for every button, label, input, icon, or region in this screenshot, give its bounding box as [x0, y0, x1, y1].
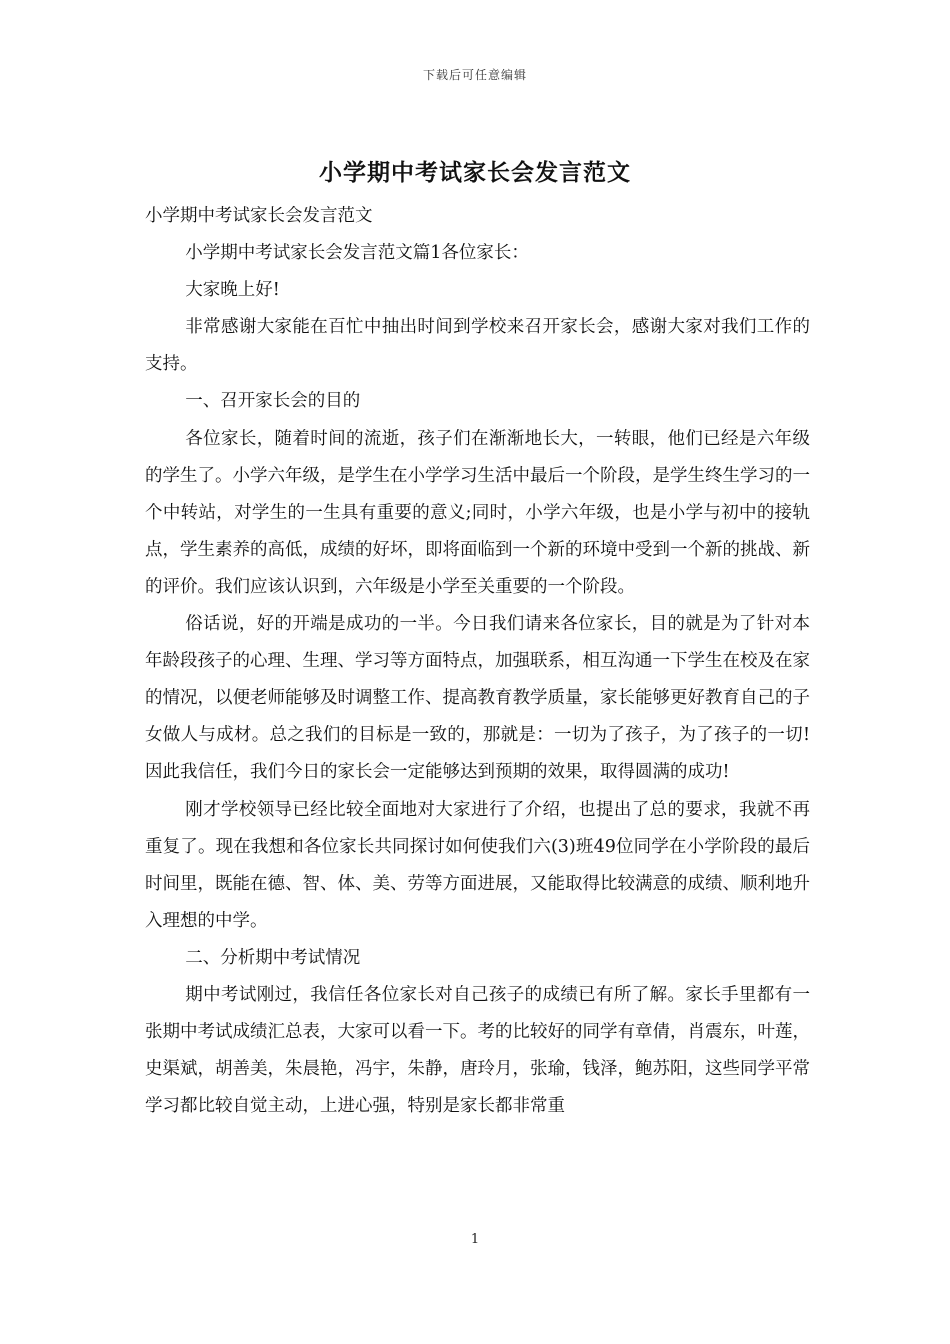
paragraph-discussion: 刚才学校领导已经比较全面地对大家进行了介绍，也提出了总的要求，我就不再重复了。现在我想和各位家长共同探讨如何使我们六(3)班49位同学在小学阶段的最后时间里，既能在德、智、体、美、劳等方面进展，又能取得比较满意的成绩、顺利地升入理想的中学。	[145, 799, 810, 931]
paragraph-exam-results: 期中考试刚过，我信任各位家长对自己孩子的成绩已有所了解。家长手里都有一张期中考试成绩汇总表，大家可以看一下。考的比较好的同学有章倩，肖震东，叶莲，史渠斌，胡善美，朱晨艳，冯宇，朱静，唐玲月，张瑜，钱泽，鲍苏阳，这些同学平常学习都比较自觉主动，上进心强，特别是家长都非常重	[145, 984, 810, 1117]
paragraph-purpose: 各位家长，随着时间的流逝，孩子们在渐渐地长大，一转眼，他们已经是六年级的学生了。小学六年级，是学生在小学学习生活中最后一个阶段，是学生终生学习的一个中转站，对学生的一生具有重要的意义;同时，小学六年级，也是小学与初中的接轨点，学生素养的高低，成绩的好坏，即将面临到一个新的环境中受到一个新的挑战、新的评价。我们应该认识到，六年级是小学至关重要的一个阶段。	[145, 428, 810, 597]
section-heading-purpose: 一、召开家长会的目的	[185, 391, 361, 412]
page-number: 1	[470, 1232, 480, 1247]
paragraph-greeting-heading: 小学期中考试家长会发言范文篇1各位家长：	[185, 243, 529, 264]
paragraph-good-start: 俗话说，好的开端是成功的一半。今日我们请来各位家长，目的就是为了针对本年龄段孩子的心理、生理、学习等方面特点，加强联系，相互沟通一下学生在校及在家的情况，以便老师能够及时调整工作、提高教育教学质量，家长能够更好教育自己的子女做人与成材。总之我们的目标是一致的，那就是：一切为了孩子，为了孩子的一切!因此我信任，我们今日的家长会一定能够达到预期的效果，取得圆满的成功!	[145, 614, 810, 783]
paragraph-greeting: 大家晚上好!	[185, 280, 280, 301]
section-heading-exam-analysis: 二、分析期中考试情况	[185, 947, 361, 968]
paragraph-thanks: 非常感谢大家能在百忙中抽出时间到学校来召开家长会，感谢大家对我们工作的支持。	[145, 317, 810, 375]
paragraph-subtitle: 小学期中考试家长会发言范文	[145, 206, 373, 226]
header-note: 下载后可任意编辑	[422, 68, 527, 82]
document-body	[145, 198, 810, 1125]
document-title: 小学期中考试家长会发言范文	[319, 159, 631, 186]
